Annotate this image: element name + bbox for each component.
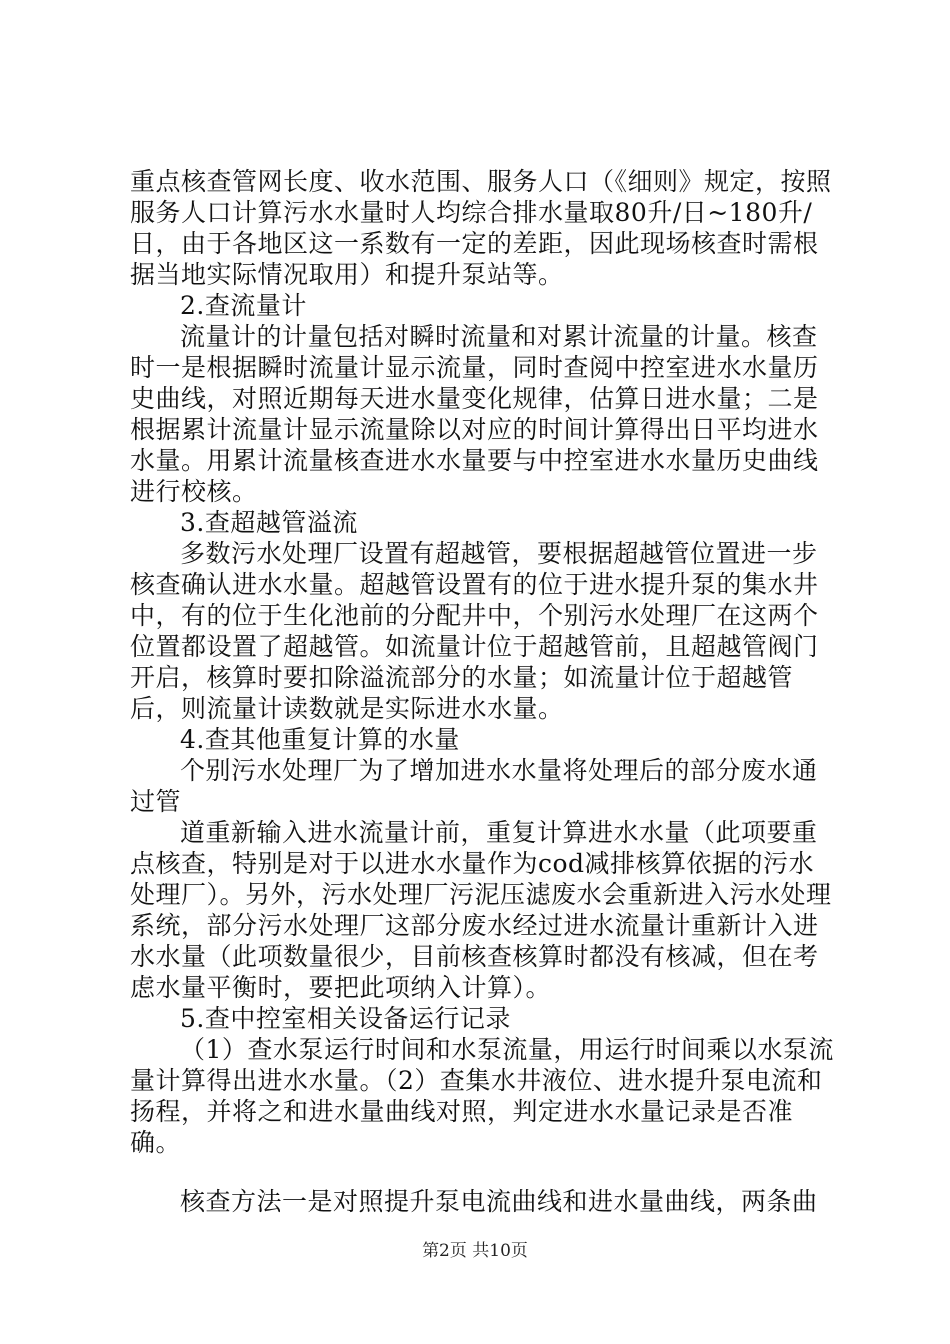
paragraph-flowmeter: 流量计的计量包括对瞬时流量和对累计流量的计量。核查时一是根据瞬时流量计显示流量，同时查阅中控室进水水量历史曲线，对照近期每天进水量变化规律，估算日进水量；二是根据累计流量计显示流量除以对应的时间计算得出日平均进水水量。用累计流量核查进水水量要与中控室进水水量历史曲线进行校核。: [130, 322, 819, 506]
paragraph-duplicate-water-part1: 个别污水处理厂为了增加进水水量将处理后的部分废水通过管: [130, 756, 818, 816]
document-body: [130, 166, 835, 1217]
heading-check-duplicate-water: 4.查其他重复计算的水量: [180, 725, 460, 754]
heading-check-overflow-pipe: 3.查超越管溢流: [180, 508, 358, 537]
heading-check-control-room-records: 5.查中控室相关设备运行记录: [180, 1004, 511, 1033]
paragraph-spacer: [130, 1158, 835, 1186]
heading-check-flowmeter: 2.查流量计: [180, 291, 307, 320]
page-number-footer: 第2页 共10页: [422, 1241, 528, 1261]
paragraph-duplicate-water-part2: 道重新输入进水流量计前，重复计算进水水量（此项要重点核查，特别是对于以进水水量作为cod减排核算依据的污水处理厂）。另外，污水处理厂污泥压滤废水会重新进入污水处理系统，部分污水处理厂这部分废水经过进水流量计重新计入进水水量（此项数量很少，目前核查核算时都没有核减，但在考虑水量平衡时，要把此项纳入计算）。: [130, 818, 832, 1002]
paragraph-check-method: 核查方法一是对照提升泵电流曲线和进水量曲线，两条曲: [180, 1187, 818, 1216]
paragraph-service-population: 重点核查管网长度、收水范围、服务人口（《细则》规定，按照服务人口计算污水水量时人均综合排水量取80升/日~180升/日，由于各地区这一系数有一定的差距，因此现场核查时需根据当地实际情况取用）和提升泵站等。: [130, 167, 832, 289]
paragraph-control-room-records: （1）查水泵运行时间和水泵流量，用运行时间乘以水泵流量计算得出进水水量。（2）查集水井液位、进水提升泵电流和扬程，并将之和进水量曲线对照，判定进水水量记录是否准确。: [130, 1035, 834, 1157]
paragraph-overflow-pipe: 多数污水处理厂设置有超越管，要根据超越管位置进一步核查确认进水水量。超越管设置有的位于进水提升泵的集水井中，有的位于生化池前的分配井中，个别污水处理厂在这两个位置都设置了超越管。如流量计位于超越管前，且超越管阀门开启，核算时要扣除溢流部分的水量；如流量计位于超越管后，则流量计读数就是实际进水水量。: [130, 539, 819, 723]
